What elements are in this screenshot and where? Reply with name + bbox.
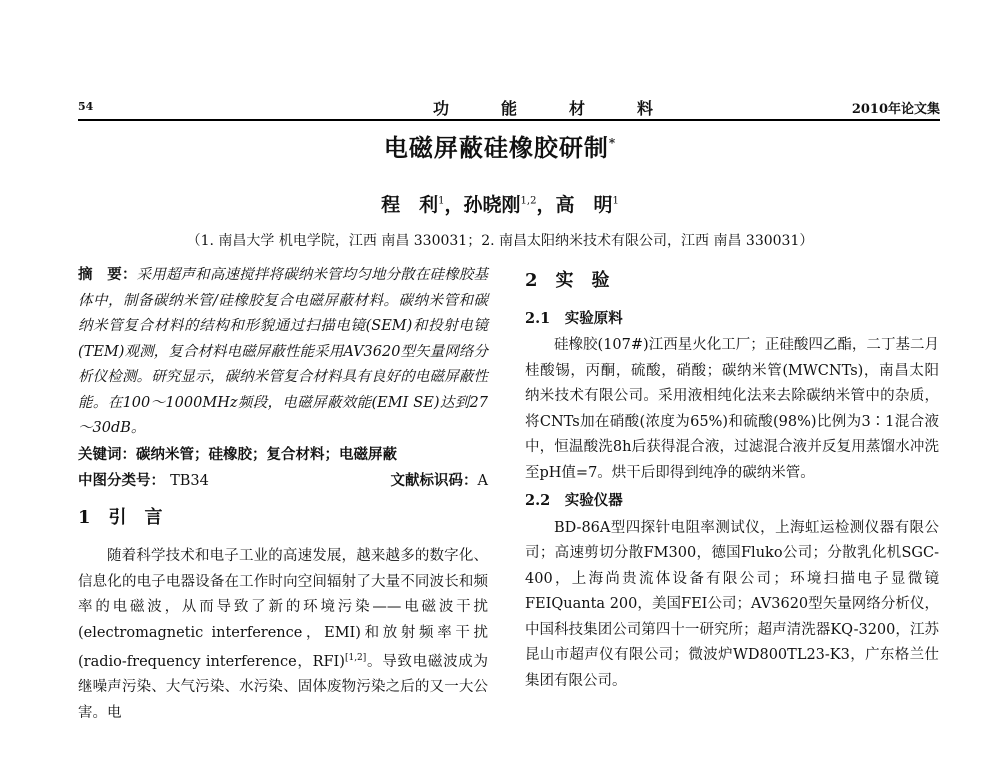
keywords-label: 关键词： — [78, 445, 136, 463]
section-heading-intro: 1 引 言 — [78, 506, 163, 528]
doc-code-label: 文献标识码： — [390, 472, 478, 489]
running-header — [78, 96, 940, 118]
keywords — [78, 442, 488, 469]
doc-code-group — [391, 468, 488, 495]
intro-text-b: 。导致电磁波成为继噪声污染、大气污染、水污染、固体废物污染之后的又一大公害。电 — [78, 653, 489, 721]
intro-paragraph — [78, 544, 488, 726]
right-column — [525, 262, 939, 694]
title-text: 电磁屏蔽硅橡胶研制 — [383, 133, 609, 162]
instruments-paragraph: BD-86A型四探针电阻率测试仪，上海虹运检测仪器有限公司；高速剪切分散FM300，德国Fluko公司；分散乳化机SGC-400，上海尚贵流体设备有限公司；环境扫描电子显微镜FEIQuanta 200，美国FEI公司；AV3620型矢量网络分析仪，中国科技集团公司第四十一研究所；超声清洗器KQ-3200，江苏昆山市超声仪有限公司；微波炉WD800TL23-K3，广东格兰仕集团有限公司。 — [525, 519, 939, 689]
author-affil-mark: 1,2 — [520, 195, 537, 207]
author-affil-mark: 1 — [438, 195, 445, 207]
page-number: 54 — [78, 100, 94, 113]
subsection-heading-materials: 2.1 实验原料 — [525, 309, 623, 327]
doc-code-value: A — [477, 473, 488, 489]
clc-group — [78, 468, 209, 495]
intro-text-a: 随着科学技术和电子工业的高速发展，越来越多的数字化、信息化的电子电器设备在工作时向空间辐射了大量不同波长和频率的电磁波，从而导致了新的环境污染——电磁波干扰(electromagnetic interference，EMI)和放射频率干扰(radio-frequency interference，RFI) — [78, 548, 488, 670]
citation: [1,2] — [344, 653, 367, 663]
left-column — [78, 262, 488, 726]
abstract — [78, 262, 488, 442]
header-rule — [78, 119, 940, 121]
journal-name: 功能材料 — [433, 99, 706, 118]
author-separator: ， — [536, 194, 556, 216]
author-separator: ， — [444, 194, 464, 216]
clc-value: TB34 — [170, 473, 209, 489]
volume-label: 2010年论文集 — [851, 102, 940, 117]
subsection-heading-instruments: 2.2 实验仪器 — [525, 492, 623, 509]
abstract-text: 采用超声和高速搅拌将碳纳米管均匀地分散在硅橡胶基体中，制备碳纳米管/硅橡胶复合电磁屏蔽材料。碳纳米管和碳纳米管复合材料的结构和形貌通过扫描电镜(SEM)和投射电镜(TEM)观测，复合材料电磁屏蔽性能采用AV3620型矢量网络分析仪检测。研究显示，碳纳米管复合材料具有良好的电磁屏蔽性能。在100～1000MHz频段，电磁屏蔽效能(EMI SE)达到27～30dB。 — [78, 267, 488, 436]
title-footnote-mark: * — [608, 136, 617, 150]
author-affil-mark: 1 — [612, 195, 619, 207]
author-name: 高 明 — [555, 194, 613, 216]
abstract-label: 摘 要： — [78, 266, 137, 283]
affiliations: （1. 南昌大学 机电学院，江西 南昌 330031；2. 南昌太阳纳米技术有限公司，江西 南昌 330031） — [186, 233, 814, 249]
author-name: 孙晓刚 — [463, 194, 521, 216]
author-name: 程 利 — [381, 194, 439, 216]
clc-label: 中图分类号： — [78, 472, 165, 489]
paper-title — [0, 128, 1000, 163]
section-heading-experiment: 2 实 验 — [525, 270, 610, 291]
classification-row — [78, 468, 488, 495]
author-list — [0, 190, 1000, 217]
materials-paragraph: 硅橡胶(107#)江西星火化工厂；正硅酸四乙酯，二丁基二月桂酸锡，丙酮，硫酸，硝酸；碳纳米管(MWCNTs)，南昌太阳纳米技术有限公司。采用液相纯化法来去除碳纳米管中的杂质，将CNTs加在硝酸(浓度为65%)和硫酸(98%)比例为3∶1混合液中，恒温酸洗8h后获得混合液，过滤混合液并反复用蒸馏水冲洗至pH值=7。烘干后即得到纯净的碳纳米管。 — [525, 337, 939, 481]
keywords-text: 碳纳米管；硅橡胶；复合材料；电磁屏蔽 — [136, 445, 397, 463]
